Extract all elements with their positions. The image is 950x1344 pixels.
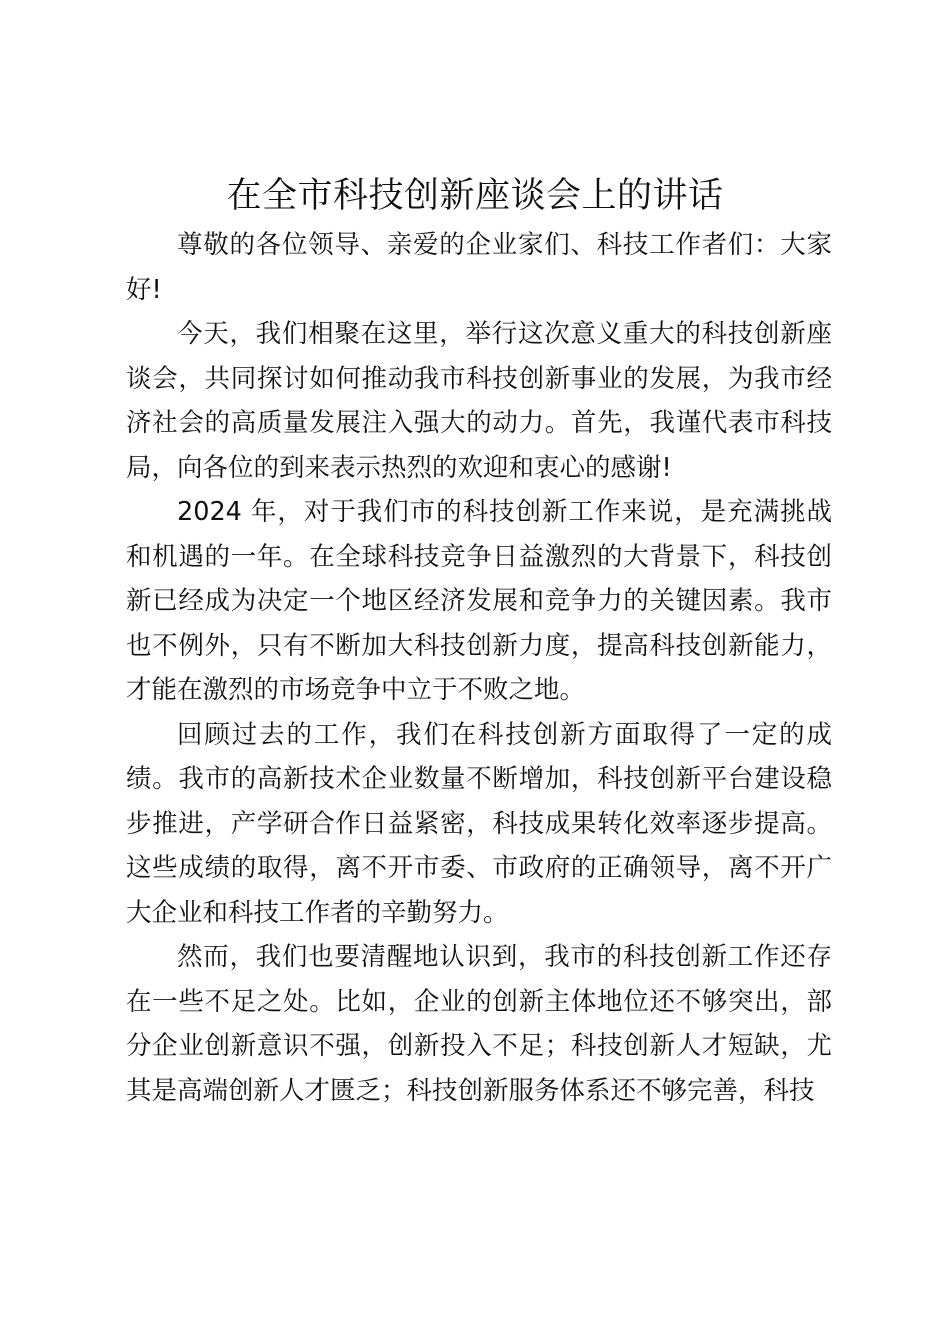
paragraph-greeting: 尊敬的各位领导、亲爱的企业家们、科技工作者们：大家好! [126,230,832,305]
document-title: 在全市科技创新座谈会上的讲话 [226,176,724,216]
paragraph-shortcomings: 然而，我们也要清醒地认识到，我市的科技创新工作还存在一些不足之处。比如，企业的创新主体地位还不够突出，部分企业创新意识不强，创新投入不足；科技创新人才短缺，尤其是高端创新人才匮乏；科技创新服务体系还不够完善，科技 [126,942,832,1106]
paragraph-2024-context: 2024 年，对于我们市的科技创新工作来说，是充满挑战和机遇的一年。在全球科技竞争日益激烈的大背景下，科技创新已经成为决定一个地区经济发展和竞争力的关键因素。我市也不例外，只有不断加大科技创新力度，提高科技创新能力，才能在激烈的市场竞争中立于不败之地。 [126,497,832,705]
paragraph-achievements: 回顾过去的工作，我们在科技创新方面取得了一定的成绩。我市的高新技术企业数量不断增加，科技创新平台建设稳步推进，产学研合作日益紧密，科技成果转化效率逐步提高。这些成绩的取得，离不开市委、市政府的正确领导，离不开广大企业和科技工作者的辛勤努力。 [126,719,832,928]
document-body [126,223,832,1113]
paragraph-opening: 今天，我们相聚在这里，举行这次意义重大的科技创新座谈会，共同探讨如何推动我市科技创新事业的发展，为我市经济社会的高质量发展注入强大的动力。首先，我谨代表市科技局，向各位的到来表示热烈的欢迎和衷心的感谢! [126,319,832,483]
